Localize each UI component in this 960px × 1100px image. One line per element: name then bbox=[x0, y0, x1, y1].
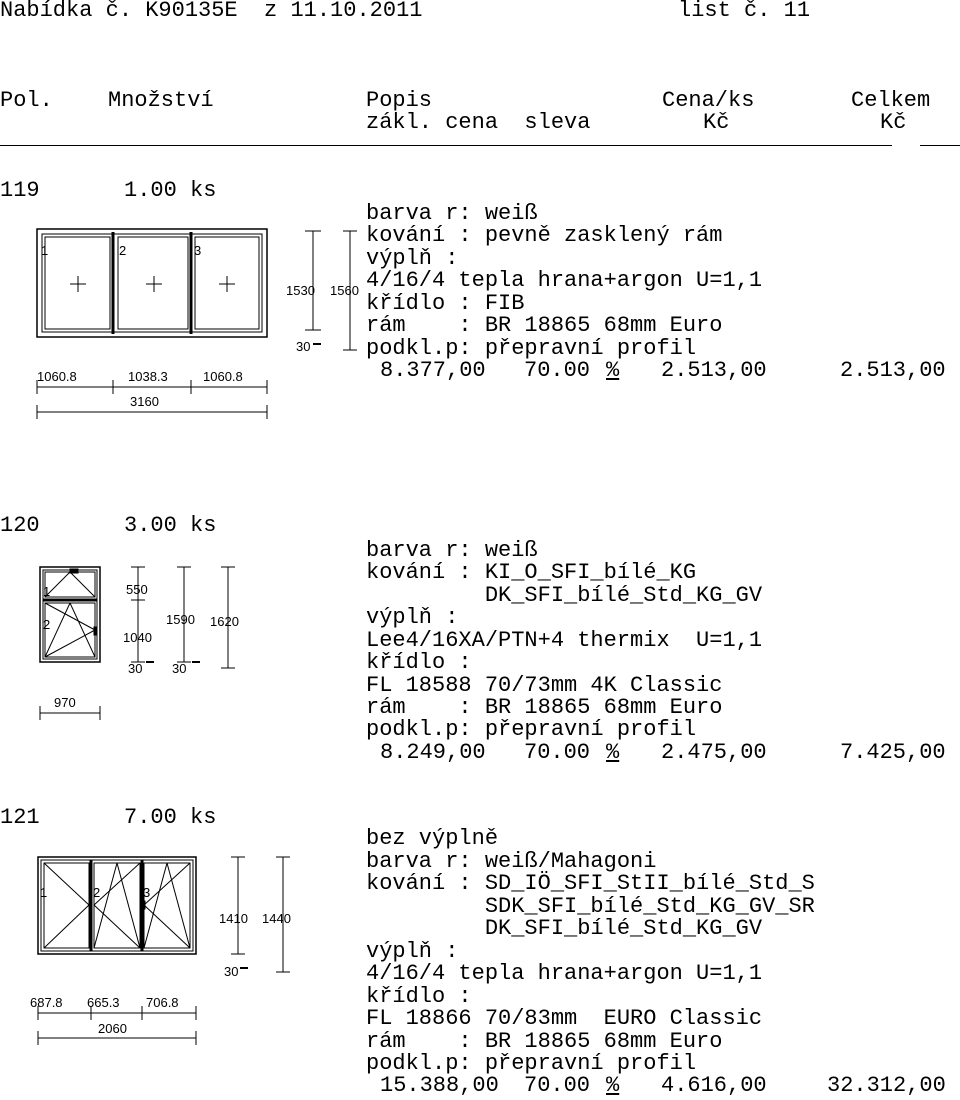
item-description-line: DK_SFI_bílé_Std_KG_GV bbox=[366, 583, 763, 608]
dimension-width: 687.8 bbox=[30, 995, 63, 1010]
item-description-line: kování : pevně zasklený rám bbox=[366, 223, 723, 248]
column-header-total: Celkem bbox=[851, 88, 931, 113]
item-quantity: 3.00 ks bbox=[124, 513, 217, 538]
column-header-unit-price: Cena/ks bbox=[662, 88, 755, 113]
item-description-line: rám : BR 18865 68mm Euro bbox=[366, 1029, 723, 1054]
item-quantity: 1.00 ks bbox=[124, 178, 217, 203]
dimension-height: 1620 bbox=[210, 614, 239, 629]
item-position: 119 bbox=[0, 178, 40, 203]
sash-number: 3 bbox=[143, 885, 151, 900]
item-position: 121 bbox=[0, 805, 40, 830]
dimension-height: 1590 bbox=[166, 612, 195, 627]
item-description-line: barva r: weiß bbox=[366, 538, 538, 563]
dimension-height: 1560 bbox=[330, 283, 359, 298]
item-total: 32.312,00 bbox=[827, 1073, 946, 1098]
dimension-sill: 30 bbox=[172, 661, 187, 676]
fixed-glazing-icon bbox=[70, 276, 86, 292]
handle-icon bbox=[94, 627, 97, 635]
dimension-height: 1410 bbox=[219, 911, 248, 926]
item-discount: 70.00 bbox=[524, 358, 591, 383]
item-description-line: barva r: weiß bbox=[366, 201, 538, 226]
sheet-number: list č. 11 bbox=[678, 0, 811, 23]
fixed-glazing-icon bbox=[219, 276, 235, 292]
item-total: 2.513,00 bbox=[840, 358, 946, 383]
sash-number: 1 bbox=[43, 584, 51, 599]
item-description-line: Lee4/16XA/PTN+4 thermix U=1,1 bbox=[366, 628, 763, 653]
item-position: 120 bbox=[0, 513, 40, 538]
item-description-line: podkl.p: přepravní profil bbox=[366, 717, 697, 742]
item-base-price: 15.388,00 bbox=[380, 1073, 499, 1098]
column-header-position: Pol. bbox=[0, 88, 53, 113]
dimension-part-height: 1040 bbox=[123, 630, 152, 645]
document-title: Nabídka č. K90135E z 11.10.2011 bbox=[0, 0, 423, 23]
fixed-glazing-icon bbox=[146, 276, 162, 292]
item-description-line: 4/16/4 tepla hrana+argon U=1,1 bbox=[366, 961, 763, 986]
column-header-base-price-discount: zákl. cena sleva bbox=[366, 110, 591, 135]
dimension-width: 1038.3 bbox=[128, 369, 168, 384]
item-description-line: kování : SD_IÖ_SFI_StII_bílé_Std_S bbox=[366, 871, 815, 896]
column-header-total-currency: Kč bbox=[880, 110, 907, 135]
item-discount-percent: % bbox=[606, 740, 620, 765]
column-header-unit-price-currency: Kč bbox=[703, 110, 730, 135]
item-description-line: FL 18866 70/83mm EURO Classic bbox=[366, 1006, 763, 1031]
column-header-description: Popis bbox=[366, 88, 433, 113]
dimension-sill: 30 bbox=[224, 964, 239, 979]
sash-number: 1 bbox=[40, 885, 48, 900]
dimension-width: 1060.8 bbox=[37, 369, 77, 384]
header-rule-total bbox=[920, 145, 960, 146]
window-drawing-121 bbox=[38, 857, 290, 1045]
item-description-line: výplň : bbox=[366, 605, 459, 630]
dimension-sill: 30 bbox=[128, 661, 143, 676]
dimension-total-width: 2060 bbox=[98, 1021, 127, 1036]
item-discount: 70.00 bbox=[524, 740, 591, 765]
sash-number: 2 bbox=[93, 885, 101, 900]
item-description-line: výplň : bbox=[366, 939, 459, 964]
item-description-line: křídlo : FIB bbox=[366, 291, 525, 316]
dimension-part-height: 550 bbox=[126, 582, 148, 597]
sash-number: 2 bbox=[43, 617, 51, 632]
sash-number: 2 bbox=[119, 243, 127, 258]
dimension-height: 1530 bbox=[286, 283, 315, 298]
dimension-height: 1440 bbox=[262, 911, 291, 926]
dimension-width: 706.8 bbox=[146, 995, 179, 1010]
handle-icon bbox=[89, 901, 92, 909]
item-description-line: podkl.p: přepravní profil bbox=[366, 336, 697, 361]
item-unit-price: 2.475,00 bbox=[661, 740, 767, 765]
column-header-quantity: Množství bbox=[108, 88, 214, 113]
item-description-line: výplň : bbox=[366, 246, 459, 271]
header-rule bbox=[0, 145, 892, 146]
dimension-total-width: 3160 bbox=[130, 394, 159, 409]
item-unit-price: 4.616,00 bbox=[661, 1073, 767, 1098]
handle-icon bbox=[142, 901, 145, 909]
item-description-line: kování : KI_O_SFI_bílé_KG bbox=[366, 560, 697, 585]
item-description-line: 4/16/4 tepla hrana+argon U=1,1 bbox=[366, 268, 763, 293]
item-description-line: barva r: weiß/Mahagoni bbox=[366, 849, 657, 874]
item-description-line: rám : BR 18865 68mm Euro bbox=[366, 313, 723, 338]
sash-number: 1 bbox=[41, 243, 49, 258]
item-unit-price: 2.513,00 bbox=[661, 358, 767, 383]
dimension-width: 1060.8 bbox=[203, 369, 243, 384]
item-description-line: bez výplně bbox=[366, 826, 499, 851]
item-discount-percent: % bbox=[606, 358, 620, 383]
dimension-width: 665.3 bbox=[87, 995, 120, 1010]
item-discount: 70.00 bbox=[524, 1073, 591, 1098]
item-base-price: 8.249,00 bbox=[380, 740, 486, 765]
item-description-line: podkl.p: přepravní profil bbox=[366, 1051, 697, 1076]
item-quantity: 7.00 ks bbox=[124, 805, 217, 830]
handle-icon bbox=[70, 569, 78, 573]
item-description-line: DK_SFI_bílé_Std_KG_GV bbox=[366, 916, 763, 941]
item-description-line: FL 18588 70/73mm 4K Classic bbox=[366, 673, 723, 698]
item-base-price: 8.377,00 bbox=[380, 358, 486, 383]
item-description-line: křídlo : bbox=[366, 984, 472, 1009]
item-description-line: SDK_SFI_bílé_Std_KG_GV_SR bbox=[366, 894, 815, 919]
sash-number: 3 bbox=[194, 243, 202, 258]
dimension-sill: 30 bbox=[296, 339, 311, 354]
item-discount-percent: % bbox=[606, 1073, 620, 1098]
item-description-line: rám : BR 18865 68mm Euro bbox=[366, 695, 723, 720]
dimension-width: 970 bbox=[54, 695, 76, 710]
item-total: 7.425,00 bbox=[840, 740, 946, 765]
item-description-line: křídlo : bbox=[366, 650, 472, 675]
